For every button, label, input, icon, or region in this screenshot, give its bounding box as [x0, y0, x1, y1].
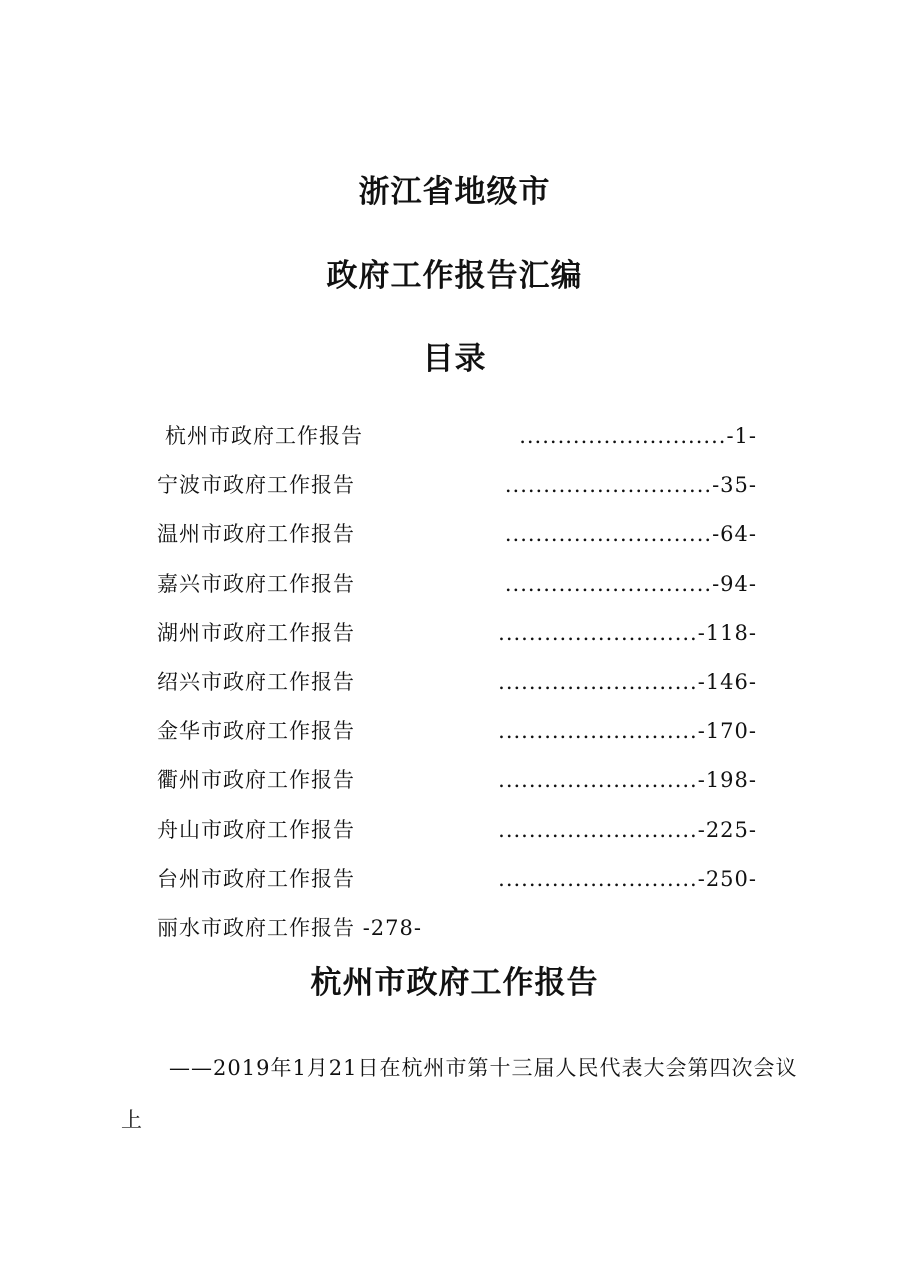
- toc-entry-title: 嘉兴市政府工作报告: [157, 571, 355, 596]
- toc-entry-leader: ..........................: [498, 669, 698, 694]
- toc-entry-leader: ...........................: [504, 571, 713, 596]
- toc-entry[interactable]: [157, 715, 757, 764]
- toc-entry[interactable]: [157, 666, 757, 715]
- toc-entry[interactable]: [157, 518, 757, 567]
- toc-entry[interactable]: [157, 912, 757, 961]
- toc-entry[interactable]: [157, 764, 757, 813]
- toc-entry-leader: ...........................: [504, 522, 713, 547]
- toc-entry-leader: ..........................: [498, 768, 698, 793]
- toc-entry-leader: ..........................: [498, 817, 698, 842]
- toc-entry[interactable]: [157, 568, 757, 617]
- toc-entry-leader-page: [505, 568, 757, 600]
- document-title-line-2: 政府工作报告汇编: [326, 258, 583, 294]
- toc-entry-page: -146-: [697, 669, 757, 694]
- toc-entry-title: 绍兴市政府工作报告: [157, 669, 355, 694]
- toc-entry-leader: ..........................: [498, 866, 698, 891]
- toc-entry-title: 舟山市政府工作报告: [157, 817, 355, 842]
- toc-entry-leader-page: [505, 469, 757, 501]
- toc-entry-title: 丽水市政府工作报告: [157, 915, 355, 940]
- toc-entry-leader: ..........................: [498, 620, 698, 645]
- toc-entry-title: 湖州市政府工作报告: [157, 620, 355, 645]
- toc-entry-leader-page: [498, 863, 757, 895]
- toc-entry-title: 杭州市政府工作报告: [165, 424, 363, 448]
- toc-entry-leader-page: [505, 518, 757, 550]
- section-subtitle: ——2019年1月21日在杭州市第十三届人民代表大会第四次会议上: [121, 1056, 798, 1132]
- toc-entry-page: -35-: [712, 473, 757, 498]
- toc-heading: 目录: [422, 341, 487, 377]
- toc-entry-leader-page: [498, 764, 757, 796]
- toc-entry-leader: ...........................: [504, 473, 713, 498]
- toc-entry[interactable]: [157, 814, 757, 863]
- toc-entry-page: -1-: [726, 424, 757, 448]
- toc-entry-page: -170-: [697, 719, 757, 744]
- toc-entry-leader: ...........................: [519, 424, 727, 448]
- document-title-line-1: 浙江省地级市: [358, 174, 551, 210]
- toc-entry-leader-page: [498, 715, 757, 747]
- toc-entry-title: 金华市政府工作报告: [157, 719, 355, 744]
- toc-entry-leader-page: [498, 814, 757, 846]
- toc-entry-title: 台州市政府工作报告: [157, 866, 355, 891]
- table-of-contents: [157, 420, 757, 961]
- toc-entry-page: -94-: [712, 571, 757, 596]
- toc-entry-page: -278-: [362, 915, 422, 940]
- toc-entry-leader: ..........................: [498, 719, 698, 744]
- toc-entry-leader-page: [498, 666, 757, 698]
- section-title: 杭州市政府工作报告: [310, 965, 599, 1001]
- toc-entry-title: 宁波市政府工作报告: [157, 473, 355, 498]
- toc-entry-leader-page: [498, 617, 757, 649]
- toc-entry[interactable]: [157, 863, 757, 912]
- toc-entry[interactable]: [157, 469, 757, 518]
- toc-entry[interactable]: [157, 420, 757, 469]
- toc-entry-title: 衢州市政府工作报告: [157, 768, 355, 793]
- toc-entry-page: -250-: [697, 866, 757, 891]
- toc-entry-page: -118-: [697, 620, 757, 645]
- toc-entry-title: 温州市政府工作报告: [157, 522, 355, 547]
- toc-entry[interactable]: [157, 617, 757, 666]
- toc-entry-page: -225-: [697, 817, 757, 842]
- toc-entry-leader-page: [519, 420, 757, 452]
- toc-entry-page: -64-: [712, 522, 757, 547]
- toc-entry-page: -198-: [697, 768, 757, 793]
